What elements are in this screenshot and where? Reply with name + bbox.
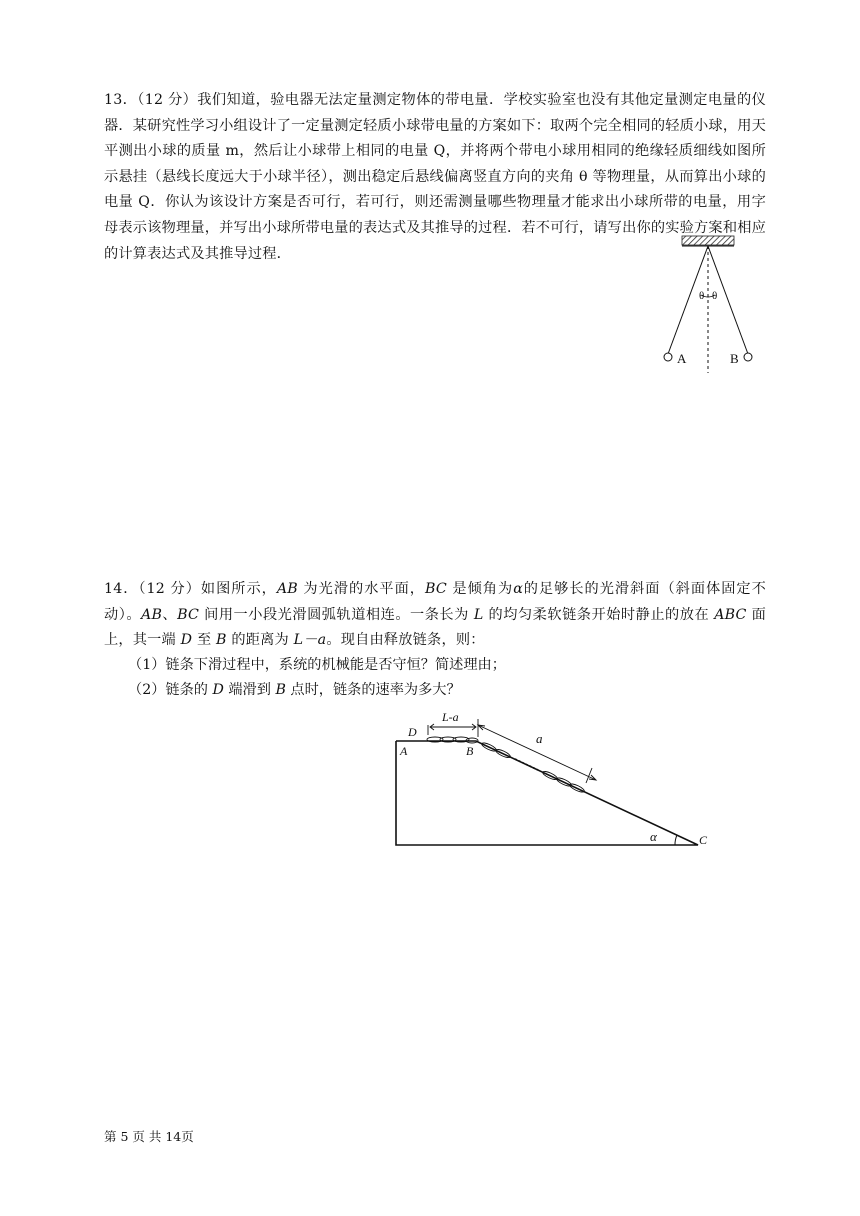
question-14-intro: [104, 577, 766, 654]
q14-figure: [390, 705, 720, 850]
q14-part2-text: 端滑到: [223, 682, 276, 698]
label-alpha: α: [650, 829, 657, 844]
q14-symbol-l: L: [473, 606, 484, 623]
q14-symbol-b: B: [216, 632, 227, 649]
label-point-c: C: [699, 833, 708, 847]
q14-text-part: 的距离为: [226, 632, 294, 649]
label-a: a: [536, 731, 543, 746]
q14-text-part: 面上，其一端: [104, 606, 766, 649]
question-13-text: 13．（12 分）我们知道，验电器无法定量测定物体的带电量．学校实验室也没有其他定量测定电量的仪器．某研究性学习小组设计了一定量测定轻质小球带电量的方案如下：取两个完全相同的轻质小球，用天平测出小球的质量 m，然后让小球带上相同的电量 Q，并将两个带电小球用相同的绝缘轻质细线如图所示悬挂（悬线长度远大于小球半径），测出稳定后悬线偏离竖直方向的夹角 θ 等物理量，从而算出小球的电量 Q．你认为该设计方案是否可行，若可行，则还需测量哪些物理量才能求出小球所带的电量，用字母表示该物理量，并写出小球所带电量的表达式及其推导的过程．若不可行，请写出你的实验方案和相应的计算表达式及其推导过程．: [104, 92, 766, 262]
ceiling-support: [682, 236, 734, 245]
question-14-part-1: （1）链条下滑过程中，系统的机械能是否守恒？简述理由；: [128, 657, 506, 673]
ball-b: [744, 353, 752, 361]
label-point-a: A: [400, 744, 408, 758]
theta-right-label: θ: [712, 290, 718, 302]
q14-text-part: 的均匀柔软链条开始时静止的放在: [483, 606, 715, 623]
label-l-minus-a: L-a: [442, 710, 459, 724]
q14-text-part: 是倾角为: [446, 581, 514, 597]
theta-left-label: θ: [699, 290, 705, 302]
q13-figure: [660, 233, 760, 373]
alpha-angle-arc: [675, 835, 677, 845]
q14-symbol-l-minus-a: L－a: [293, 632, 327, 649]
q14-part2-text: 点时，链条的速率为多大？: [285, 682, 461, 698]
ball-a: [664, 353, 672, 361]
q14-symbol-abc: ABC: [714, 606, 747, 623]
q14-text-part: 至: [192, 632, 217, 649]
q14-text-part: 间用一小段光滑圆弧轨道相连。一条长为: [199, 606, 474, 623]
ball-b-label: B: [730, 351, 739, 366]
q14-text-part: 14．（12 分）如图所示，: [104, 581, 277, 597]
q14-part2-text: （2）链条的: [128, 682, 213, 698]
q14-text-part: 为光滑的水平面，: [297, 581, 425, 597]
q14-symbol-d: D: [180, 632, 193, 649]
q14-part2-symbol-b: B: [275, 682, 286, 698]
q14-symbol-bc: BC: [424, 581, 447, 597]
q14-symbol-ab: AB: [141, 606, 163, 623]
label-point-b: B: [466, 744, 474, 758]
q14-symbol-bc: BC: [177, 606, 200, 623]
q14-part2-symbol-d: D: [212, 682, 224, 698]
q14-symbol-ab: AB: [276, 581, 298, 597]
q14-text-part: 。现自由释放链条，则：: [326, 632, 485, 649]
label-d: D: [408, 725, 417, 739]
ball-a-label: A: [677, 351, 687, 366]
q14-symbol-alpha: α: [513, 581, 523, 597]
q14-text-part: 的足够长的光滑斜面（斜面体固定不动）。: [104, 581, 767, 623]
page-footer: 第 5 页 共 14页: [104, 1129, 194, 1144]
question-14-part-2: [128, 678, 461, 704]
q14-text-part: 、: [162, 606, 178, 623]
chain-horizontal: [427, 737, 478, 743]
